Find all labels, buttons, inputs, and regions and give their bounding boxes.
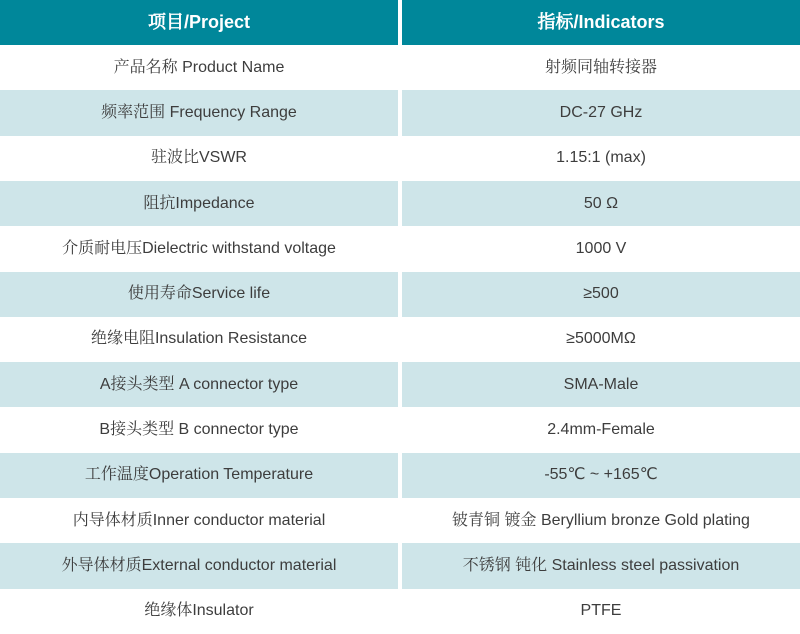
project-cell: B接头类型 B connector type <box>0 407 398 452</box>
column-header-project: 项目/Project <box>0 0 398 45</box>
table-row <box>0 317 800 362</box>
project-cell: 介质耐电压Dielectric withstand voltage <box>0 226 398 271</box>
table-header-row <box>0 0 800 45</box>
table-row <box>0 226 800 271</box>
indicator-cell: DC-27 GHz <box>402 90 800 135</box>
indicator-cell: SMA-Male <box>402 362 800 407</box>
project-cell: 频率范围 Frequency Range <box>0 90 398 135</box>
indicator-cell: 射频同轴转接器 <box>402 45 800 90</box>
indicator-cell: ≥5000MΩ <box>402 317 800 362</box>
project-cell: 使用寿命Service life <box>0 272 398 317</box>
column-header-indicator: 指标/Indicators <box>402 0 800 45</box>
indicator-cell: 1000 V <box>402 226 800 271</box>
indicator-cell: 2.4mm-Female <box>402 407 800 452</box>
table-row <box>0 589 800 634</box>
table-row <box>0 45 800 90</box>
indicator-cell: ≥500 <box>402 272 800 317</box>
table-row <box>0 181 800 226</box>
project-cell: A接头类型 A connector type <box>0 362 398 407</box>
indicator-cell: PTFE <box>402 589 800 634</box>
indicator-cell: 50 Ω <box>402 181 800 226</box>
project-cell: 内导体材质Inner conductor material <box>0 498 398 543</box>
table-row <box>0 362 800 407</box>
table-row <box>0 407 800 452</box>
table-row <box>0 498 800 543</box>
table-row <box>0 90 800 135</box>
indicator-cell: 1.15:1 (max) <box>402 136 800 181</box>
project-cell: 阻抗Impedance <box>0 181 398 226</box>
table-row <box>0 136 800 181</box>
indicator-cell: 不锈钢 钝化 Stainless steel passivation <box>402 543 800 588</box>
indicator-cell: -55℃ ~ +165℃ <box>402 453 800 498</box>
project-cell: 外导体材质External conductor material <box>0 543 398 588</box>
indicator-cell: 铍青铜 镀金 Beryllium bronze Gold plating <box>402 498 800 543</box>
project-cell: 产品名称 Product Name <box>0 45 398 90</box>
table-row <box>0 272 800 317</box>
project-cell: 绝缘电阻Insulation Resistance <box>0 317 398 362</box>
table-row <box>0 453 800 498</box>
project-cell: 驻波比VSWR <box>0 136 398 181</box>
project-cell: 绝缘体Insulator <box>0 589 398 634</box>
project-cell: 工作温度Operation Temperature <box>0 453 398 498</box>
table-row <box>0 543 800 588</box>
